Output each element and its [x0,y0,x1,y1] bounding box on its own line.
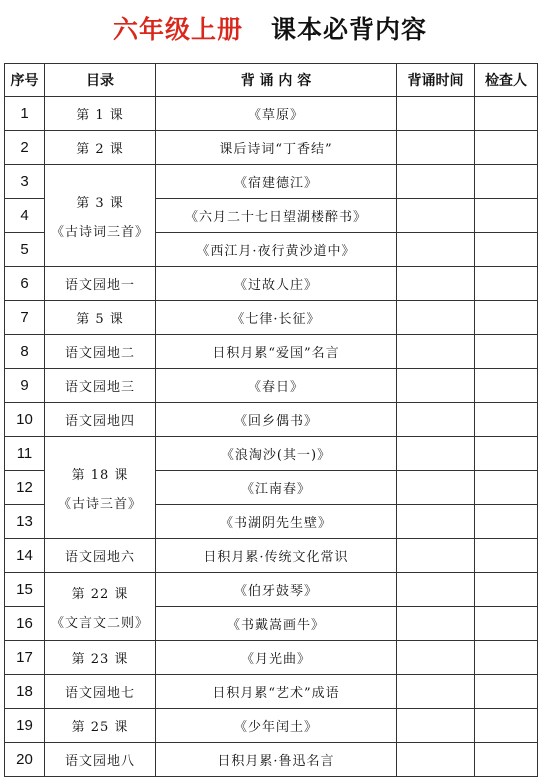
checker-cell[interactable] [475,437,538,471]
header-time: 背诵时间 [397,64,475,97]
header-checker: 检查人 [475,64,538,97]
title-subject: 课本必背内容 [271,15,428,44]
row-num: 17 [5,641,45,675]
row-num: 9 [5,369,45,403]
checker-cell[interactable] [475,165,538,199]
checker-cell[interactable] [475,267,538,301]
table-row [5,301,538,335]
row-num: 4 [5,199,45,233]
checker-cell[interactable] [475,471,538,505]
catalog-cell [45,335,156,369]
recite-time-cell[interactable] [397,301,475,335]
recite-time-cell[interactable] [397,267,475,301]
content-cell: 《少年闰土》 [156,709,397,743]
recite-time-cell[interactable] [397,369,475,403]
catalog-line: 第 22 课 [71,586,129,602]
page-title [0,10,540,50]
catalog-line: 第 25 课 [71,720,129,735]
table-row [5,675,538,709]
row-num: 16 [5,607,45,641]
recite-time-cell[interactable] [397,607,475,641]
catalog-cell [45,369,156,403]
recite-time-cell[interactable] [397,505,475,539]
content-cell: 《江南春》 [156,471,397,505]
catalog-line: 语文园地四 [64,414,135,429]
recite-time-cell[interactable] [397,437,475,471]
recite-time-cell[interactable] [397,335,475,369]
row-num: 10 [5,403,45,437]
content-cell: 日积月累“艺术”成语 [156,675,397,709]
table-row [5,641,538,675]
catalog-cell [45,437,156,539]
checker-cell[interactable] [475,369,538,403]
row-num: 2 [5,131,45,165]
catalog-line: 语文园地三 [64,380,135,395]
content-cell: 《草原》 [156,97,397,131]
recite-time-cell[interactable] [397,131,475,165]
row-num: 20 [5,743,45,777]
checker-cell[interactable] [475,573,538,607]
content-cell: 《回乡偶书》 [156,403,397,437]
table-row [5,539,538,573]
recite-time-cell[interactable] [397,675,475,709]
content-cell: 《宿建德江》 [156,165,397,199]
catalog-cell [45,573,156,641]
catalog-cell [45,165,156,267]
checker-cell[interactable] [475,131,538,165]
catalog-cell [45,131,156,165]
catalog-line: 第 23 课 [71,652,129,667]
catalog-line: 语文园地二 [64,346,135,361]
row-num: 11 [5,437,45,471]
row-num: 1 [5,97,45,131]
catalog-cell [45,97,156,131]
checker-cell[interactable] [475,709,538,743]
checker-cell[interactable] [475,403,538,437]
recite-time-cell[interactable] [397,199,475,233]
catalog-line: 语文园地一 [64,278,135,293]
checker-cell[interactable] [475,539,538,573]
catalog-cell [45,301,156,335]
catalog-line: 《古诗词三首》 [50,224,149,240]
header-catalog: 目录 [45,64,156,97]
catalog-cell [45,641,156,675]
checker-cell[interactable] [475,607,538,641]
table-row [5,437,538,471]
content-cell: 课后诗词“丁香结” [156,131,397,165]
title-grade: 六年级上册 [112,15,243,44]
recite-time-cell[interactable] [397,743,475,777]
content-cell: 《伯牙鼓琴》 [156,573,397,607]
catalog-line: 第 5 课 [76,312,124,327]
catalog-line: 语文园地七 [64,686,135,701]
catalog-line: 语文园地八 [64,754,135,769]
checker-cell[interactable] [475,505,538,539]
header-row [5,64,538,97]
content-cell: 《西江月·夜行黄沙道中》 [156,233,397,267]
table-row [5,335,538,369]
content-cell: 《月光曲》 [156,641,397,675]
catalog-line: 《古诗三首》 [57,496,142,512]
catalog-cell [45,743,156,777]
content-cell: 《春日》 [156,369,397,403]
catalog-line: 第 2 课 [76,142,124,157]
catalog-line: 语文园地六 [64,550,135,565]
recite-time-cell[interactable] [397,165,475,199]
row-num: 7 [5,301,45,335]
catalog-cell [45,675,156,709]
row-num: 19 [5,709,45,743]
recite-time-cell[interactable] [397,233,475,267]
catalog-cell [45,403,156,437]
recite-time-cell[interactable] [397,539,475,573]
table-row [5,573,538,607]
recite-time-cell[interactable] [397,403,475,437]
row-num: 12 [5,471,45,505]
table-row [5,131,538,165]
content-cell: 日积月累·鲁迅名言 [156,743,397,777]
recite-time-cell[interactable] [397,709,475,743]
recite-time-cell[interactable] [397,97,475,131]
catalog-line: 《文言文二则》 [50,615,149,631]
table-row [5,743,538,777]
catalog-line: 第 18 课 [71,467,129,483]
checker-cell[interactable] [475,233,538,267]
row-num: 18 [5,675,45,709]
recitation-table [4,63,538,777]
header-content: 背 诵 内 容 [156,64,397,97]
checker-cell[interactable] [475,743,538,777]
row-num: 8 [5,335,45,369]
content-cell: 日积月累·传统文化常识 [156,539,397,573]
table-row [5,403,538,437]
catalog-cell [45,539,156,573]
table-row [5,369,538,403]
catalog-cell [45,709,156,743]
checker-cell[interactable] [475,675,538,709]
catalog-cell [45,267,156,301]
table-row [5,709,538,743]
checker-cell[interactable] [475,97,538,131]
header-num: 序号 [5,64,45,97]
checker-cell[interactable] [475,199,538,233]
recite-time-cell[interactable] [397,573,475,607]
row-num: 13 [5,505,45,539]
checker-cell[interactable] [475,301,538,335]
recite-time-cell[interactable] [397,641,475,675]
content-cell: 《七律·长征》 [156,301,397,335]
checker-cell[interactable] [475,641,538,675]
content-cell: 《书湖阴先生壁》 [156,505,397,539]
row-num: 14 [5,539,45,573]
table-row [5,165,538,199]
checker-cell[interactable] [475,335,538,369]
row-num: 15 [5,573,45,607]
catalog-line: 第 1 课 [76,108,124,123]
catalog-line: 第 3 课 [76,195,124,211]
content-cell: 《六月二十七日望湖楼醉书》 [156,199,397,233]
table-row [5,267,538,301]
recite-time-cell[interactable] [397,471,475,505]
content-cell: 《书戴嵩画牛》 [156,607,397,641]
row-num: 3 [5,165,45,199]
row-num: 5 [5,233,45,267]
content-cell: 日积月累“爱国”名言 [156,335,397,369]
content-cell: 《过故人庄》 [156,267,397,301]
row-num: 6 [5,267,45,301]
table-row [5,97,538,131]
content-cell: 《浪淘沙(其一)》 [156,437,397,471]
